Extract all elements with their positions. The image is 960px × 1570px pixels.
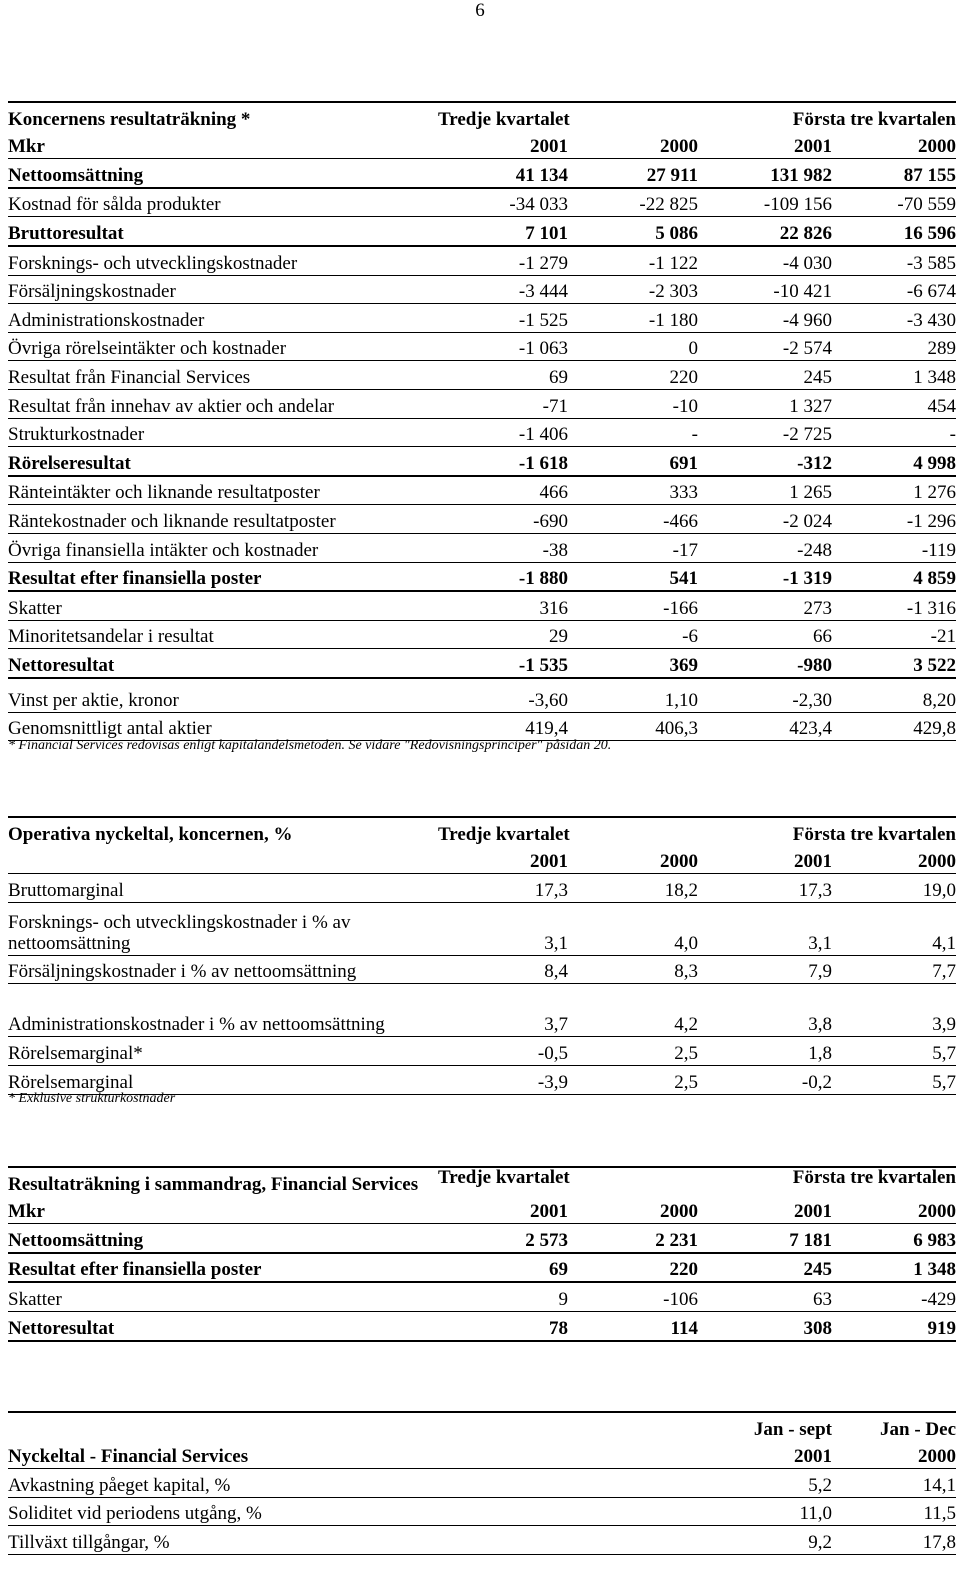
row-value: 14,1 (832, 1469, 956, 1498)
row-value: 131 982 (698, 159, 832, 188)
row-label: Resultat från Financial Services (8, 361, 438, 390)
row-value: 289 (832, 332, 956, 361)
row-value: -4 960 (698, 304, 832, 333)
row-value: 114 (568, 1311, 698, 1340)
table-row (8, 505, 956, 534)
table-row (8, 1065, 956, 1094)
table-row (8, 649, 956, 678)
fs-title: Resultaträkning i sammandrag, Financial Services (8, 1167, 438, 1196)
row-value: 7 181 (698, 1224, 832, 1253)
row-value: 6 983 (832, 1224, 956, 1253)
table-row (8, 874, 956, 903)
row-value: 220 (568, 1253, 698, 1283)
row-value: 16 596 (832, 217, 956, 246)
row-value: -690 (438, 505, 568, 534)
row-label: Nettoresultat (8, 1311, 438, 1340)
row-value: 308 (698, 1311, 832, 1340)
row-value: 87 155 (832, 159, 956, 188)
row-value: -4 030 (698, 246, 832, 275)
table-row (8, 1526, 956, 1555)
row-label: Administrationskostnader (8, 304, 438, 333)
year-header: 2000 (568, 846, 698, 874)
year-header: 2000 (568, 131, 698, 159)
row-value: 18,2 (568, 874, 698, 903)
row-value: 2 231 (568, 1224, 698, 1253)
row-value: 3 522 (832, 649, 956, 678)
fs-header-row (8, 1167, 956, 1196)
ratios-footnote: * Exklusive strukturkostnader (8, 1091, 176, 1106)
row-value: 78 (438, 1311, 568, 1340)
ratios-title: Operativa nyckeltal, koncernen, % (8, 817, 438, 846)
year-header: 2001 (438, 846, 568, 874)
fs-income-table (8, 1166, 956, 1342)
table-row (8, 389, 956, 418)
year-header: 2000 (568, 1196, 698, 1224)
row-value: -3 585 (832, 246, 956, 275)
row-value: 5,2 (698, 1469, 832, 1498)
fs-col-q3: Tredje kvartalet (438, 1167, 568, 1196)
row-value: 369 (568, 649, 698, 678)
row-value: -1 122 (568, 246, 698, 275)
per-share-table (8, 684, 956, 741)
row-value: -2 725 (698, 418, 832, 447)
row-value: 11,5 (832, 1497, 956, 1526)
income-statement-table (8, 101, 956, 679)
row-value: 27 911 (568, 159, 698, 188)
table-row (8, 1311, 956, 1340)
year-header: 2001 (438, 131, 568, 159)
row-value: -3,9 (438, 1065, 568, 1094)
ratios-header-row (8, 817, 956, 846)
row-value: -21 (832, 620, 956, 649)
row-label: Genomsnittligt antal aktier (8, 712, 438, 741)
row-value: 423,4 (698, 712, 832, 741)
row-value: 9 (438, 1282, 568, 1311)
row-value: -1 525 (438, 304, 568, 333)
row-value: 4,2 (568, 984, 698, 1037)
row-label: Rörelsemarginal (8, 1065, 438, 1094)
row-value: -0,5 (438, 1037, 568, 1066)
row-value: -22 825 (568, 188, 698, 217)
table-row (8, 620, 956, 649)
table-row (8, 275, 956, 304)
row-label: Resultat från innehav av aktier och andelar (8, 389, 438, 418)
row-value: 406,3 (568, 712, 698, 741)
table-row (8, 955, 956, 984)
row-value: -1 180 (568, 304, 698, 333)
row-value: 466 (438, 476, 568, 505)
row-value: 2 573 (438, 1224, 568, 1253)
row-value: 316 (438, 591, 568, 620)
row-label: Bruttomarginal (8, 874, 438, 903)
fs-ratios-table (8, 1411, 956, 1555)
row-value: 29 (438, 620, 568, 649)
row-value: -70 559 (832, 188, 956, 217)
row-value: 2,5 (568, 1037, 698, 1066)
row-value: -166 (568, 591, 698, 620)
row-value: -1 063 (438, 332, 568, 361)
table-row (8, 712, 956, 741)
row-label: Nettoomsättning (8, 1224, 438, 1253)
row-value: 17,3 (438, 874, 568, 903)
income-header-row (8, 102, 956, 131)
row-value: -6 674 (832, 275, 956, 304)
row-value: -3 444 (438, 275, 568, 304)
row-value: 5 086 (568, 217, 698, 246)
row-value: -38 (438, 533, 568, 562)
row-value: -109 156 (698, 188, 832, 217)
row-value: -312 (698, 447, 832, 476)
row-value: - (832, 418, 956, 447)
table-row (8, 304, 956, 333)
table-row (8, 562, 956, 591)
row-value: -17 (568, 533, 698, 562)
year-header: 2000 (832, 1441, 956, 1469)
table-row (8, 902, 956, 955)
row-value: 220 (568, 361, 698, 390)
row-value: 3,9 (832, 984, 956, 1037)
row-value: 1 276 (832, 476, 956, 505)
year-header: 2000 (832, 846, 956, 874)
row-value: -2,30 (698, 684, 832, 712)
row-label: Räntekostnader och liknande resultatposter (8, 505, 438, 534)
row-value: 4,0 (568, 902, 698, 955)
income-col-q3: Tredje kvartalet (438, 102, 568, 131)
row-value: 9,2 (698, 1526, 832, 1555)
table-row (8, 1282, 956, 1311)
income-title: Koncernens resultaträkning * (8, 102, 438, 131)
row-value: 4 998 (832, 447, 956, 476)
fs-ratios-year-row (8, 1441, 956, 1469)
year-header: 2000 (832, 131, 956, 159)
table-row (8, 476, 956, 505)
table-row (8, 1253, 956, 1283)
row-value: 63 (698, 1282, 832, 1311)
row-value: 454 (832, 389, 956, 418)
income-col-9m: Första tre kvartalen (698, 102, 956, 131)
row-label: Soliditet vid periodens utgång, % (8, 1497, 698, 1526)
row-label: Avkastning påeget kapital, % (8, 1469, 698, 1498)
fs-ratios-title: Nyckeltal - Financial Services (8, 1441, 698, 1469)
row-value: 1 348 (832, 361, 956, 390)
row-value: -1 279 (438, 246, 568, 275)
row-value: 3,7 (438, 984, 568, 1037)
page-number: 6 (475, 0, 485, 21)
row-value: 17,3 (698, 874, 832, 903)
row-value: -3,60 (438, 684, 568, 712)
year-header: 2001 (698, 1441, 832, 1469)
row-value: 7 101 (438, 217, 568, 246)
row-label: Övriga finansiella intäkter och kostnader (8, 533, 438, 562)
row-value: 2,5 (568, 1065, 698, 1094)
row-value: 429,8 (832, 712, 956, 741)
year-header: 2001 (698, 131, 832, 159)
row-label: Ränteintäkter och liknande resultatposter (8, 476, 438, 505)
row-value: 0 (568, 332, 698, 361)
row-label: Bruttoresultat (8, 217, 438, 246)
table-row (8, 188, 956, 217)
row-value: 17,8 (832, 1526, 956, 1555)
row-label: Forsknings- och utvecklingskostnader (8, 246, 438, 275)
row-label: Forsknings- och utvecklingskostnader i % av nettoomsättning (8, 902, 438, 955)
row-value: 1 265 (698, 476, 832, 505)
table-row (8, 684, 956, 712)
row-value: -248 (698, 533, 832, 562)
row-value: 5,7 (832, 1065, 956, 1094)
row-label: Försäljningskostnader (8, 275, 438, 304)
row-value: -1 406 (438, 418, 568, 447)
table-row (8, 984, 956, 1037)
row-value: -2 024 (698, 505, 832, 534)
row-label: Skatter (8, 591, 438, 620)
row-value: 1,10 (568, 684, 698, 712)
row-value: 3,1 (698, 902, 832, 955)
row-value: 273 (698, 591, 832, 620)
row-label: Resultat efter finansiella poster (8, 1253, 438, 1283)
row-value: -1 316 (832, 591, 956, 620)
fs-ratios-col-a: Jan - sept (698, 1412, 832, 1441)
row-value: 1 348 (832, 1253, 956, 1283)
row-label: Resultat efter finansiella poster (8, 562, 438, 591)
year-header: 2001 (698, 1196, 832, 1224)
row-label: Övriga rörelseintäkter och kostnader (8, 332, 438, 361)
row-label: Strukturkostnader (8, 418, 438, 447)
row-value: 22 826 (698, 217, 832, 246)
ratios-col-9m: Första tre kvartalen (698, 817, 956, 846)
row-value: -71 (438, 389, 568, 418)
row-value: 1,8 (698, 1037, 832, 1066)
row-value: -2 574 (698, 332, 832, 361)
row-value: -10 (568, 389, 698, 418)
income-year-row (8, 131, 956, 159)
row-label: Tillväxt tillgångar, % (8, 1526, 698, 1555)
fs-year-row (8, 1196, 956, 1224)
row-value: - (568, 418, 698, 447)
year-header: 2001 (698, 846, 832, 874)
table-row (8, 418, 956, 447)
row-value: 8,3 (568, 955, 698, 984)
row-value: 919 (832, 1311, 956, 1340)
row-value: -34 033 (438, 188, 568, 217)
row-value: -980 (698, 649, 832, 678)
row-value: 691 (568, 447, 698, 476)
row-value: 541 (568, 562, 698, 591)
income-unit: Mkr (8, 131, 438, 159)
row-value: 8,20 (832, 684, 956, 712)
row-value: 7,7 (832, 955, 956, 984)
table-row (8, 246, 956, 275)
row-value: 4 859 (832, 562, 956, 591)
row-value: 3,1 (438, 902, 568, 955)
row-value: -0,2 (698, 1065, 832, 1094)
row-value: 245 (698, 1253, 832, 1283)
row-value: 69 (438, 361, 568, 390)
row-label: Nettoresultat (8, 649, 438, 678)
row-label: Minoritetsandelar i resultat (8, 620, 438, 649)
row-value: -1 319 (698, 562, 832, 591)
table-row (8, 447, 956, 476)
row-label: Försäljningskostnader i % av nettoomsättning (8, 955, 438, 984)
row-value: 419,4 (438, 712, 568, 741)
row-value: 333 (568, 476, 698, 505)
row-value: -106 (568, 1282, 698, 1311)
row-value: -429 (832, 1282, 956, 1311)
table-row (8, 332, 956, 361)
year-header: 2001 (438, 1196, 568, 1224)
table-row (8, 1497, 956, 1526)
row-value: -119 (832, 533, 956, 562)
row-label: Skatter (8, 1282, 438, 1311)
table-row (8, 217, 956, 246)
row-value: -10 421 (698, 275, 832, 304)
row-label: Rörelseresultat (8, 447, 438, 476)
row-value: -2 303 (568, 275, 698, 304)
row-value: -3 430 (832, 304, 956, 333)
row-value: 245 (698, 361, 832, 390)
table-row (8, 591, 956, 620)
row-value: 3,8 (698, 984, 832, 1037)
row-value: 7,9 (698, 955, 832, 984)
fs-ratios-col-b: Jan - Dec (832, 1412, 956, 1441)
row-value: -1 618 (438, 447, 568, 476)
row-label: Administrationskostnader i % av nettoomsättning (8, 984, 438, 1037)
row-label: Rörelsemarginal* (8, 1037, 438, 1066)
row-value: 41 134 (438, 159, 568, 188)
ratios-table (8, 816, 956, 1095)
row-value: -1 535 (438, 649, 568, 678)
fs-ratios-header-row (8, 1412, 956, 1441)
row-value: 8,4 (438, 955, 568, 984)
table-row (8, 1037, 956, 1066)
table-row (8, 361, 956, 390)
table-row (8, 533, 956, 562)
year-header: 2000 (832, 1196, 956, 1224)
table-row (8, 1469, 956, 1498)
row-value: 11,0 (698, 1497, 832, 1526)
row-value: 1 327 (698, 389, 832, 418)
income-footnote: * Financial Services redovisas enligt kapitalandelsmetoden. Se vidare "Redovisningsprinciper" påsidan 20. (8, 738, 612, 753)
row-value: 66 (698, 620, 832, 649)
row-value: 19,0 (832, 874, 956, 903)
table-row (8, 1224, 956, 1253)
row-label: Nettoomsättning (8, 159, 438, 188)
fs-col-9m: Första tre kvartalen (698, 1167, 956, 1196)
row-label: Vinst per aktie, kronor (8, 684, 438, 712)
table-row (8, 159, 956, 188)
row-value: 69 (438, 1253, 568, 1283)
row-label: Kostnad för sålda produkter (8, 188, 438, 217)
ratios-col-q3: Tredje kvartalet (438, 817, 568, 846)
fs-unit: Mkr (8, 1196, 438, 1224)
row-value: -6 (568, 620, 698, 649)
row-value: 4,1 (832, 902, 956, 955)
row-value: -1 296 (832, 505, 956, 534)
row-value: -466 (568, 505, 698, 534)
row-value: -1 880 (438, 562, 568, 591)
ratios-year-row (8, 846, 956, 874)
row-value: 5,7 (832, 1037, 956, 1066)
